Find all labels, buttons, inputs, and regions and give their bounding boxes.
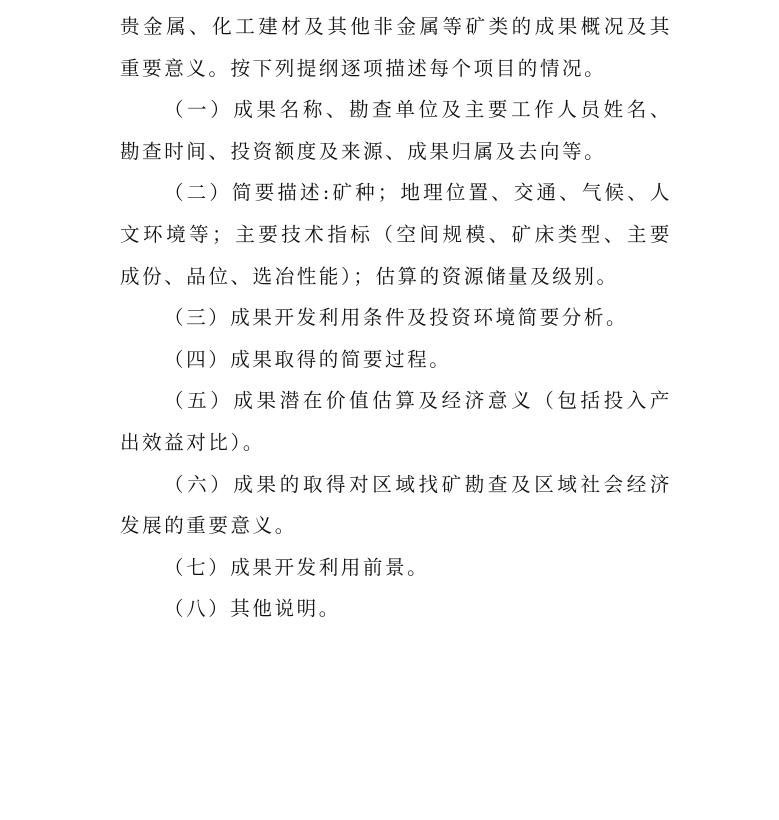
- paragraph-intro-continued: 贵金属、化工建材及其他非金属等矿类的成果概况及其重要意义。按下列提纲逐项描述每个项目的情况。: [120, 15, 672, 80]
- paragraph-item-2: （二）简要描述:矿种；地理位置、交通、气候、人文环境等；主要技术指标（空间规模、矿床类型、主要成份、品位、选冶性能）；估算的资源储量及级别。: [120, 181, 672, 288]
- paragraph-item-1: （一）成果名称、勘查单位及主要工作人员姓名、勘查时间、投资额度及来源、成果归属及去向等。: [120, 98, 672, 163]
- paragraph-item-8: （八）其他说明。: [164, 597, 341, 621]
- paragraph-item-3: （三）成果开发利用条件及投资环境简要分析。: [164, 306, 629, 330]
- document-body: [120, 6, 672, 630]
- paragraph-item-7: （七）成果开发利用前景。: [164, 555, 430, 579]
- paragraph-item-4: （四）成果取得的简要过程。: [164, 347, 452, 371]
- paragraph-item-5: （五）成果潜在价值估算及经济意义（包括投入产出效益对比）。: [120, 389, 672, 454]
- paragraph-item-6: （六）成果的取得对区域找矿勘查及区域社会经济发展的重要意义。: [120, 472, 672, 538]
